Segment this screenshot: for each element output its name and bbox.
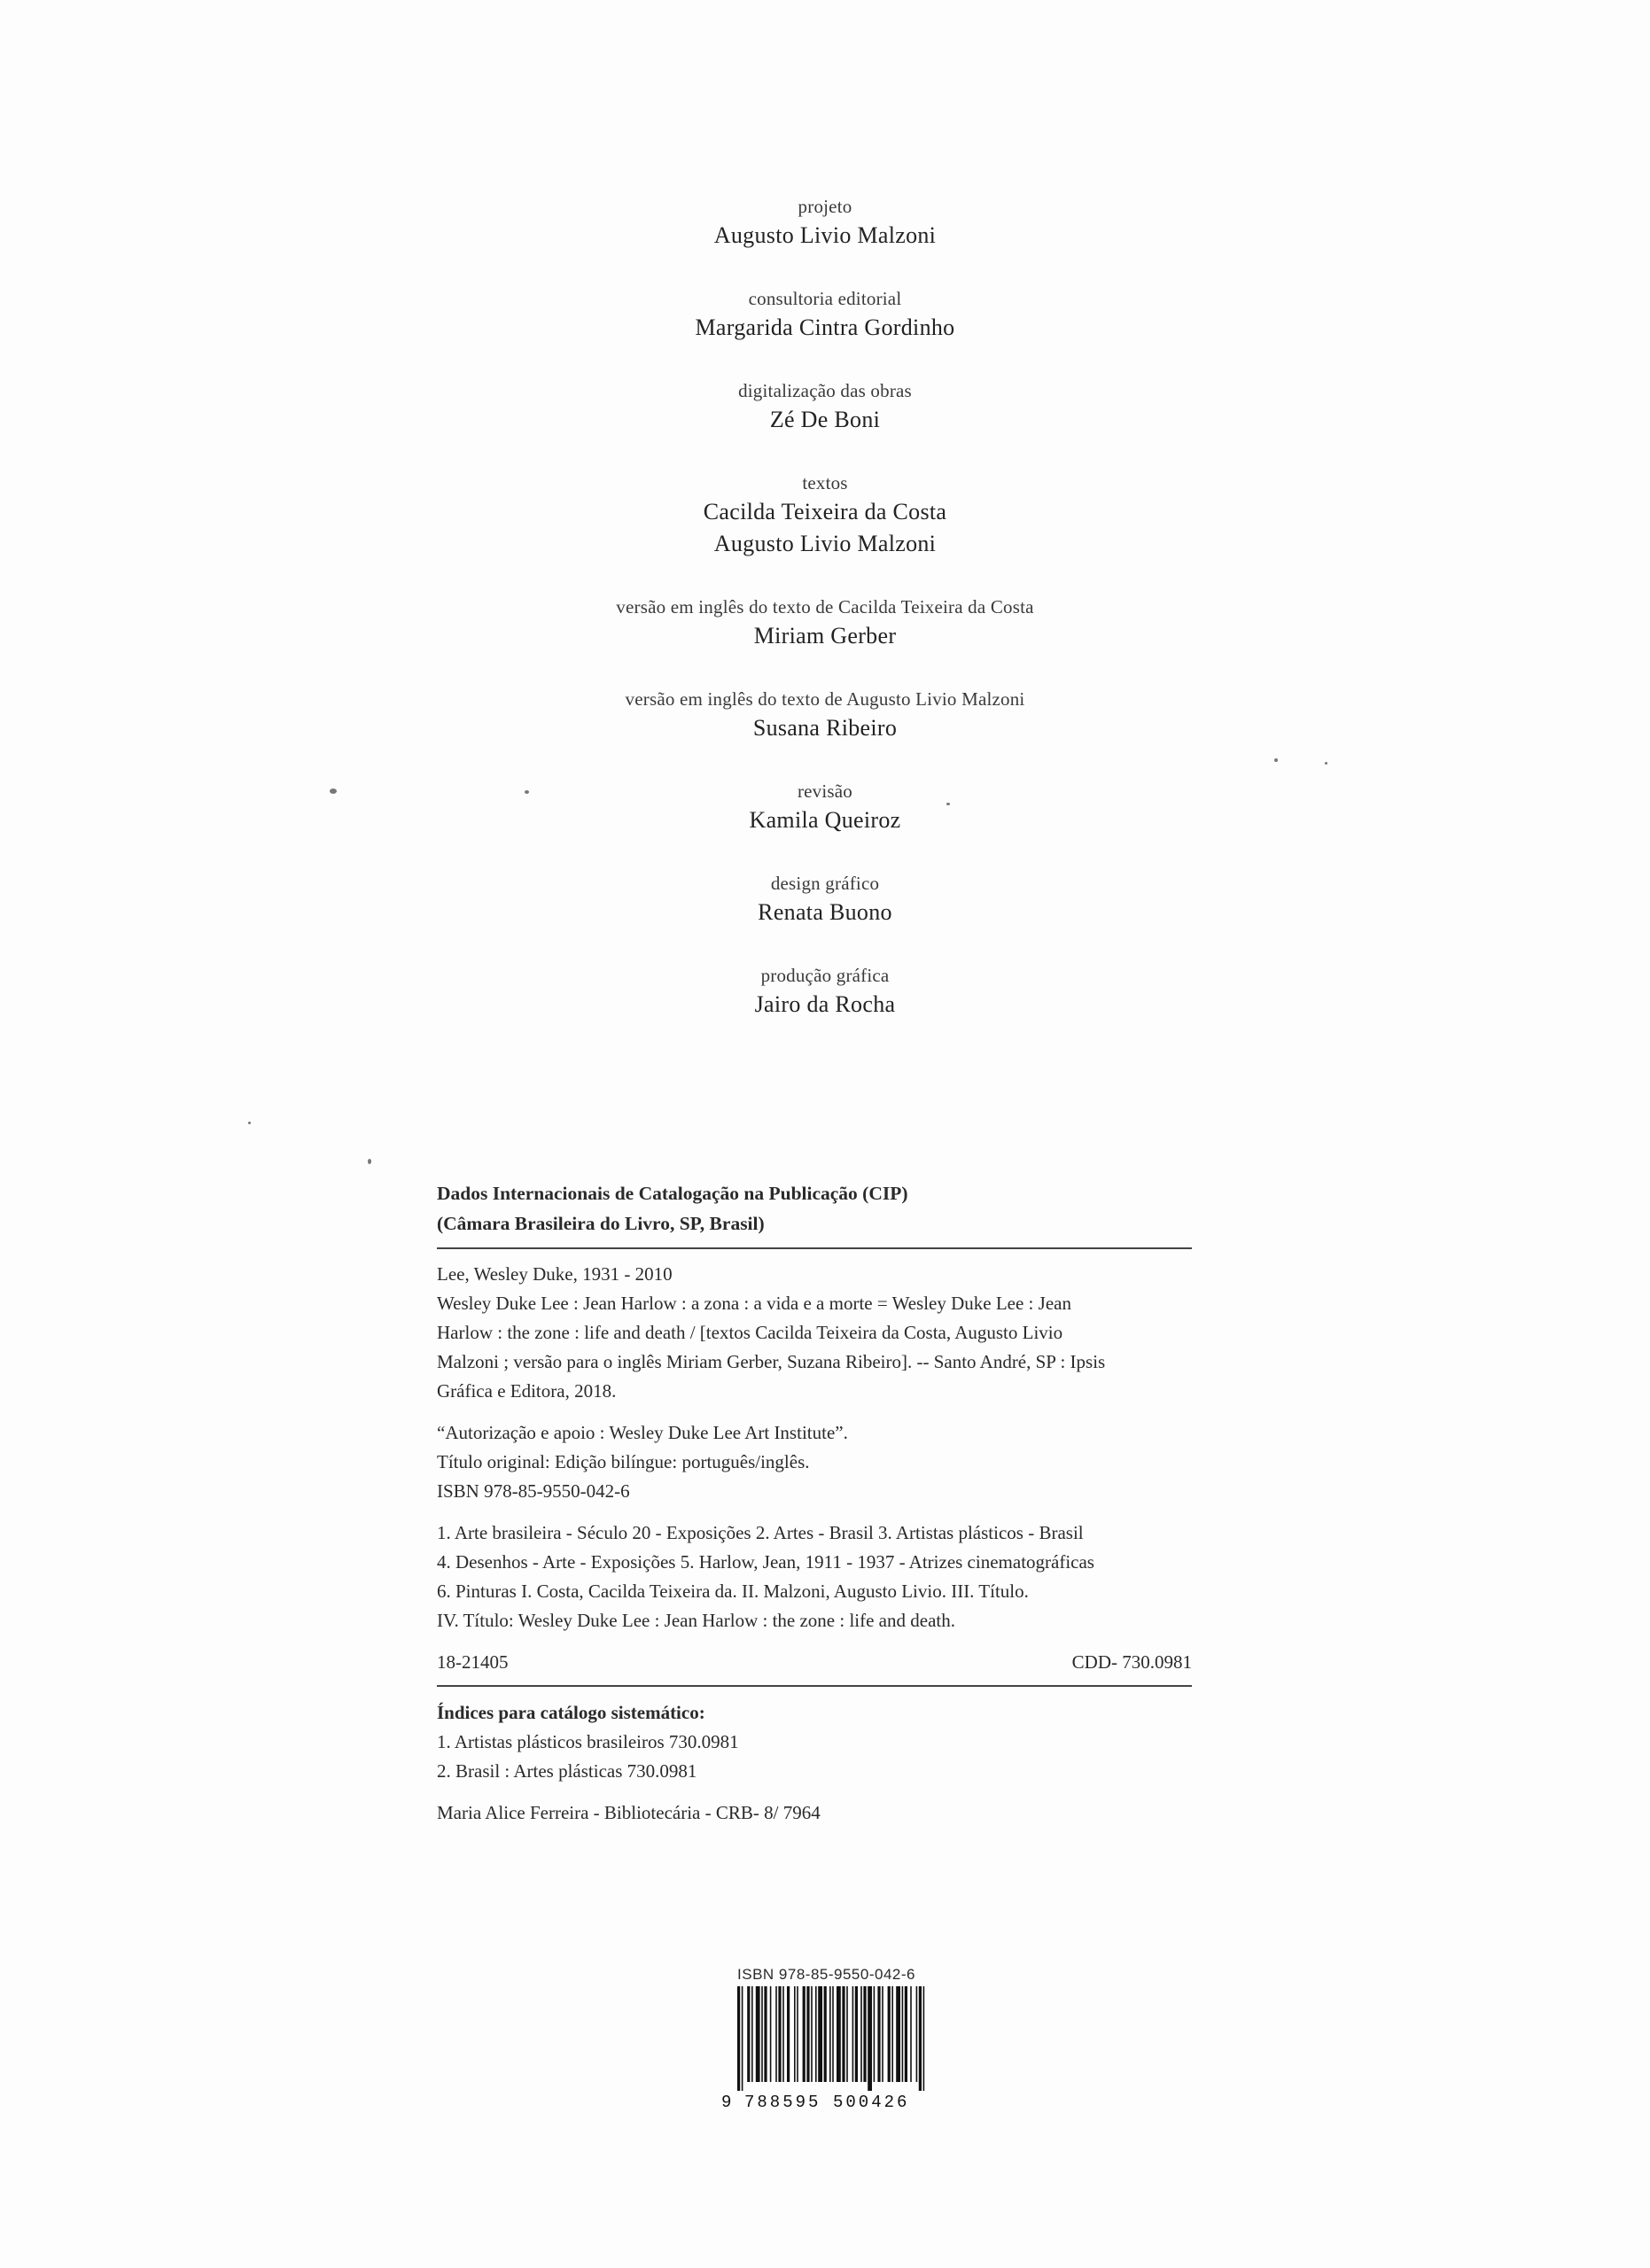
cip-note-line: “Autorização e apoio : Wesley Duke Lee Art Institute”.	[437, 1422, 848, 1443]
cip-entry-line: Malzoni ; versão para o inglês Miriam Gerber, Suzana Ribeiro]. -- Santo André, SP : Ipsis	[437, 1351, 1106, 1372]
credit-block	[0, 686, 1650, 744]
cip-entry	[437, 1260, 1192, 1406]
cip-index-title: Índices para catálogo sistemático:	[437, 1702, 705, 1723]
credit-name: Augusto Livio Malzoni	[713, 222, 937, 248]
credit-name: Zé De Boni	[769, 407, 881, 432]
credit-name: Cacilda Teixeira da Costa	[703, 499, 947, 524]
scan-speck	[368, 1159, 371, 1164]
cip-divider-top	[437, 1247, 1192, 1249]
credit-block	[0, 870, 1650, 928]
scan-speck	[248, 1122, 251, 1124]
cip-librarian-line: Maria Alice Ferreira - Bibliotecária - CRB- 8/ 7964	[437, 1802, 821, 1823]
cip-record	[437, 1178, 1192, 1840]
credit-role: consultoria editorial	[748, 288, 902, 309]
cip-heading-line2: (Câmara Brasileira do Livro, SP, Brasil)	[437, 1213, 765, 1234]
cip-notes	[437, 1418, 1192, 1506]
barcode-digits-right: 500426	[833, 2093, 910, 2110]
cip-entry-line: Harlow : the zone : life and death / [textos Cacilda Teixeira da Costa, Augusto Livio	[437, 1322, 1063, 1343]
barcode-digits-left: 788595	[744, 2093, 821, 2110]
cip-librarian	[437, 1798, 1192, 1828]
cip-subject-line: IV. Título: Wesley Duke Lee : Jean Harlow : the zone : life and death.	[437, 1610, 955, 1631]
credit-name: Kamila Queiroz	[749, 807, 901, 833]
cip-subject-line: 6. Pinturas I. Costa, Cacilda Teixeira da. II. Malzoni, Augusto Livio. III. Título.	[437, 1581, 1029, 1602]
isbn-barcode	[718, 1965, 935, 2110]
cip-index-line: 1. Artistas plásticos brasileiros 730.0981	[437, 1731, 739, 1752]
credit-block	[0, 470, 1650, 560]
credit-block	[0, 193, 1650, 252]
credit-block	[0, 594, 1650, 652]
cip-classification-row	[437, 1648, 1192, 1676]
cip-divider-bottom	[437, 1685, 1192, 1687]
credit-name: Renata Buono	[758, 899, 892, 925]
credit-role: versão em inglês do texto de Augusto Livio Malzoni	[625, 688, 1025, 710]
cip-entry-line: Lee, Wesley Duke, 1931 - 2010	[437, 1263, 673, 1285]
barcode-digit-first: 9	[721, 2093, 732, 2110]
scan-speck	[330, 788, 337, 794]
cip-control-number: 18-21405	[437, 1651, 509, 1673]
credit-role: digitalização das obras	[738, 380, 912, 401]
credits-block	[0, 193, 1650, 1054]
credit-name: Augusto Livio Malzoni	[713, 531, 937, 556]
barcode-isbn-label: ISBN 978-85-9550-042-6	[737, 1966, 915, 1983]
credit-name: Margarida Cintra Gordinho	[695, 315, 955, 340]
cip-subject-line: 1. Arte brasileira - Século 20 - Exposições 2. Artes - Brasil 3. Artistas plásticos - Brasil	[437, 1522, 1084, 1543]
credit-name: Susana Ribeiro	[752, 715, 898, 741]
cip-entry-line: Wesley Duke Lee : Jean Harlow : a zona : a vida e a morte = Wesley Duke Lee : Jean	[437, 1293, 1071, 1314]
credit-role: produção gráfica	[760, 965, 890, 986]
cip-index-line: 2. Brasil : Artes plásticas 730.0981	[437, 1760, 697, 1782]
cip-heading-line1: Dados Internacionais de Catalogação na Publicação (CIP)	[437, 1183, 908, 1204]
credit-role: projeto	[798, 196, 852, 217]
credit-role: versão em inglês do texto de Cacilda Teixeira da Costa	[616, 596, 1034, 617]
scan-speck	[1325, 762, 1327, 765]
cip-index-list	[437, 1728, 1192, 1786]
credit-role: textos	[802, 472, 848, 493]
credit-role: revisão	[797, 781, 853, 802]
scan-speck	[1274, 758, 1278, 762]
credit-block	[0, 778, 1650, 836]
cip-subject-line: 4. Desenhos - Arte - Exposições 5. Harlow, Jean, 1911 - 1937 - Atrizes cinematográficas	[437, 1551, 1094, 1573]
cip-entry-line: Gráfica e Editora, 2018.	[437, 1380, 617, 1402]
scan-speck	[946, 803, 950, 805]
credit-block	[0, 962, 1650, 1021]
credit-block	[0, 285, 1650, 344]
scan-speck	[525, 790, 529, 794]
credit-block	[0, 377, 1650, 436]
cip-subjects	[437, 1518, 1192, 1635]
credit-name: Miriam Gerber	[753, 623, 897, 649]
barcode-image	[718, 1986, 935, 2110]
cip-note-line: ISBN 978-85-9550-042-6	[437, 1480, 630, 1502]
cip-note-line: Título original: Edição bilíngue: português/inglês.	[437, 1451, 810, 1472]
cip-cdd: CDD- 730.0981	[1071, 1651, 1192, 1673]
credit-role: design gráfico	[770, 873, 880, 894]
credit-name: Jairo da Rocha	[754, 991, 896, 1017]
